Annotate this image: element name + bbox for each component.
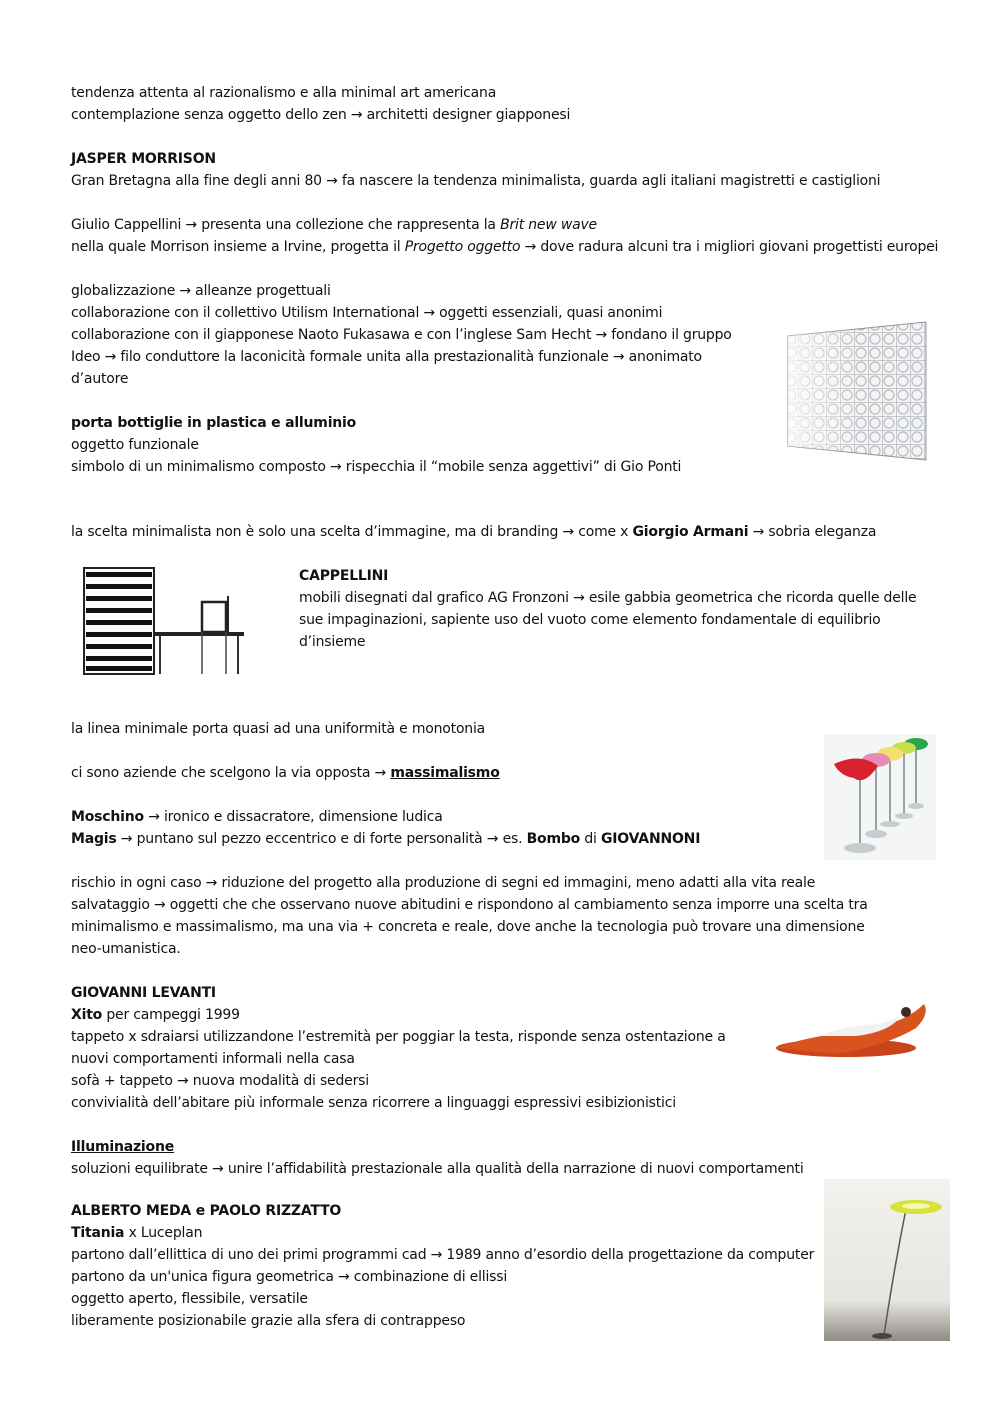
text-line: Titania x Luceplan — [71, 1225, 203, 1241]
text-line: Magis → puntano sul pezzo eccentrico e di forte personalità → es. Bombo di GIOVANNONI — [71, 831, 701, 847]
bombo-stools-photo — [824, 734, 936, 860]
text-line: Moschino → ironico e dissacratore, dimensione ludica — [71, 809, 443, 825]
text-line: simbolo di un minimalismo composto → rispecchia il “mobile senza aggettivi” di Gio Ponti — [71, 459, 682, 475]
text-line: Gran Bretagna alla fine degli anni 80 → fa nascere la tendenza minimalista, guarda agli italiani magistretti e castiglioni — [71, 173, 881, 189]
text-line: rischio in ogni caso → riduzione del progetto alla produzione di segni ed immagini, meno adatti alla vita reale — [71, 875, 816, 891]
bottle-rack-photo — [784, 318, 930, 464]
text-line: sue impaginazioni, sapiente uso del vuoto come elemento fondamentale di equilibrio — [299, 612, 881, 628]
section-heading-meda-rizzatto: ALBERTO MEDA e PAOLO RIZZATTO — [71, 1203, 342, 1219]
text-line: Xito per campeggi 1999 — [71, 1007, 240, 1023]
xito-rug-photo — [746, 996, 944, 1060]
text-line: tendenza attenta al razionalismo e alla minimal art americana — [71, 85, 497, 101]
text-line: la scelta minimalista non è solo una scelta d’immagine, ma di branding → come x Giorgio Armani → sobria eleganza — [71, 524, 877, 540]
text-line: partono da un'unica figura geometrica → combinazione di ellissi — [71, 1269, 508, 1285]
text-line: nella quale Morrison insieme a Irvine, progetta il Progetto oggetto → dove radura alcuni tra i migliori giovani progettisti europei — [71, 239, 939, 255]
section-heading-cappellini: CAPPELLINI — [299, 568, 389, 584]
text-line: sofà + tappeto → nuova modalità di sedersi — [71, 1073, 369, 1089]
text-line: ci sono aziende che scelgono la via opposta → massimalismo — [71, 765, 500, 781]
text-line: partono dall’ellittica di uno dei primi programmi cad → 1989 anno d’esordio della progettazione da computer — [71, 1247, 815, 1263]
text-line: collaborazione con il collettivo Utilism International → oggetti essenziali, quasi anonimi — [71, 305, 663, 321]
text-line: oggetto aperto, flessibile, versatile — [71, 1291, 308, 1307]
text-line: mobili disegnati dal grafico AG Fronzoni → esile gabbia geometrica che ricorda quelle delle — [299, 590, 917, 606]
titania-lamp-photo — [824, 1179, 950, 1341]
text-line: la linea minimale porta quasi ad una uniformità e monotonia — [71, 721, 486, 737]
text-line: tappeto x sdraiarsi utilizzandone l’estremità per poggiar la testa, risponde senza ostentazione a — [71, 1029, 726, 1045]
text-line: nuovi comportamenti informali nella casa — [71, 1051, 355, 1067]
text-line: neo-umanistica. — [71, 941, 181, 957]
text-line: oggetto funzionale — [71, 437, 199, 453]
text-line: collaborazione con il giapponese Naoto Fukasawa e con l’inglese Sam Hecht → fondano il gruppo — [71, 327, 732, 343]
text-line: d’autore — [71, 371, 129, 387]
text-line: globalizzazione → alleanze progettuali — [71, 283, 331, 299]
text-line: d’insieme — [299, 634, 366, 650]
text-line: liberamente posizionabile grazie alla sfera di contrappeso — [71, 1313, 466, 1329]
section-heading-porta-bottiglie: porta bottiglie in plastica e alluminio — [71, 415, 357, 431]
text-line: convivialità dell’abitare più informale senza ricorrere a linguaggi espressivi esibizionistici — [71, 1095, 676, 1111]
text-line: Giulio Cappellini → presenta una collezione che rappresenta la Brit new wave — [71, 217, 597, 233]
text-line: contemplazione senza oggetto dello zen → architetti designer giapponesi — [71, 107, 571, 123]
text-line: minimalismo e massimalismo, ma una via + concreta e reale, dove anche la tecnologia può trovare una dimensione — [71, 919, 865, 935]
section-heading-illuminazione: Illuminazione — [71, 1139, 175, 1155]
text-line: soluzioni equilibrate → unire l’affidabilità prestazionale alla qualità della narrazione di nuovi comportamenti — [71, 1161, 804, 1177]
text-line: Ideo → filo conduttore la laconicità formale unita alla prestazionalità funzionale → anonimato — [71, 349, 702, 365]
section-heading-morrison: JASPER MORRISON — [71, 151, 216, 167]
fronzoni-furniture-photo — [74, 562, 286, 678]
section-heading-levanti: GIOVANNI LEVANTI — [71, 985, 216, 1001]
text-line: salvataggio → oggetti che che osservano nuove abitudini e rispondono al cambiamento senza imporre una scelta tra — [71, 897, 868, 913]
